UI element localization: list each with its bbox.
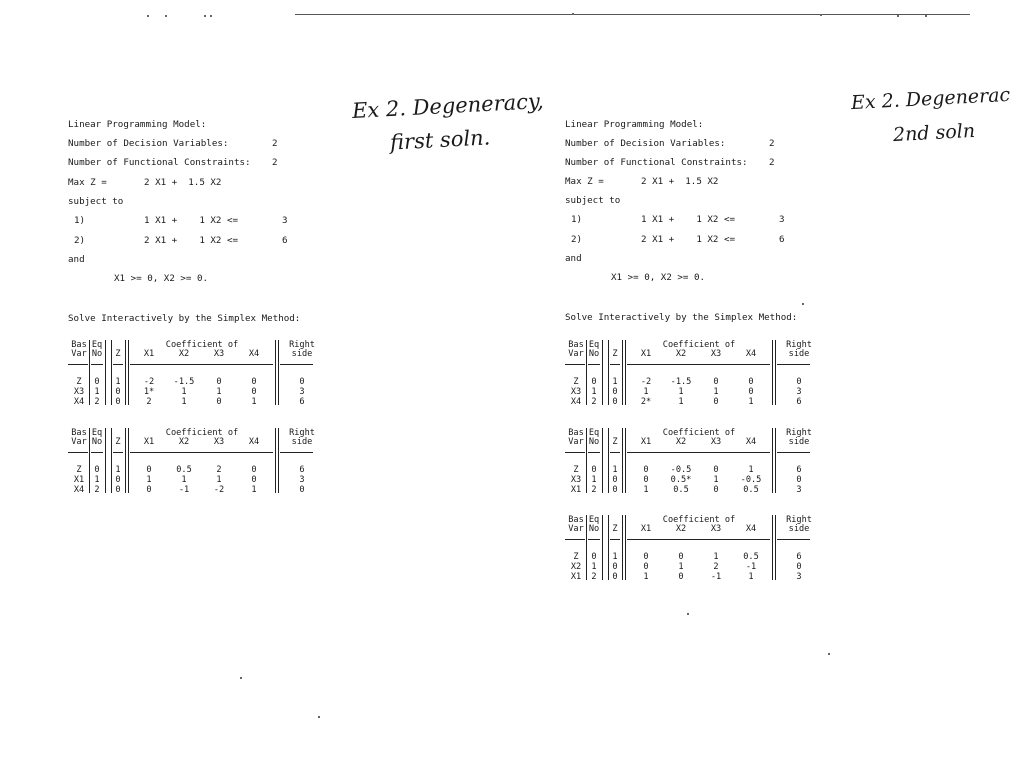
eq-no-cell: 2 xyxy=(94,397,100,407)
header-right: Right xyxy=(289,340,315,350)
z-cell: 0 xyxy=(612,572,618,582)
constraint-rhs: 6 xyxy=(779,234,785,245)
num-vars-label: Number of Decision Variables: xyxy=(565,138,726,149)
column-divider xyxy=(275,340,276,405)
coef-cell: 0 xyxy=(678,552,684,562)
header-var: Var xyxy=(568,437,584,447)
basic-var-cell: X4 xyxy=(73,397,85,407)
header-x3: X3 xyxy=(710,349,722,359)
column-divider xyxy=(278,340,279,405)
header-rule xyxy=(565,364,585,365)
header-rule xyxy=(627,452,770,453)
header-rule xyxy=(777,539,810,540)
eq-no-cell: 1 xyxy=(94,475,100,485)
rhs-cell: 0 xyxy=(796,377,802,387)
column-divider xyxy=(772,340,773,405)
num-cons-value: 2 xyxy=(272,157,278,168)
header-var: Var xyxy=(71,437,87,447)
coef-cell: -2 xyxy=(213,485,225,495)
eq-no-cell: 2 xyxy=(94,485,100,495)
header-z: Z xyxy=(612,437,618,447)
header-x4: X4 xyxy=(248,349,260,359)
coef-cell: 1 xyxy=(713,475,719,485)
coef-cell: -1.5 xyxy=(670,377,692,387)
eq-no-cell: 1 xyxy=(591,387,597,397)
header-rule xyxy=(777,452,810,453)
objective-expression: 2 X1 + 1.5 X2 xyxy=(641,176,719,187)
coef-cell: 0.5 xyxy=(673,485,689,495)
header-coefficient-of: Coefficient of xyxy=(662,428,736,438)
num-cons-label: Number of Functional Constraints: xyxy=(68,157,251,168)
coef-cell: 2* xyxy=(640,397,652,407)
header-x1: X1 xyxy=(640,349,652,359)
header-right: Right xyxy=(786,340,812,350)
eq-no-cell: 0 xyxy=(591,377,597,387)
header-x2: X2 xyxy=(675,349,687,359)
z-cell: 0 xyxy=(612,485,618,495)
and-label: and xyxy=(565,253,582,264)
coef-cell: 0 xyxy=(251,387,257,397)
header-side: side xyxy=(291,349,313,359)
coef-cell: 0 xyxy=(748,377,754,387)
header-rule xyxy=(130,452,273,453)
header-no: No xyxy=(91,437,103,447)
and-label: and xyxy=(68,254,85,265)
handwritten-note: Ex 2. Degeneracy, xyxy=(351,88,545,124)
coef-cell: 1 xyxy=(251,485,257,495)
header-rule xyxy=(91,364,103,365)
header-x4: X4 xyxy=(745,349,757,359)
header-x2: X2 xyxy=(675,437,687,447)
header-x1: X1 xyxy=(640,524,652,534)
coef-cell: 0 xyxy=(713,397,719,407)
header-x1: X1 xyxy=(143,349,155,359)
model-heading: Linear Programming Model: xyxy=(565,119,704,130)
coef-cell: -2 xyxy=(143,377,155,387)
coef-cell: 1 xyxy=(181,387,187,397)
basic-var-cell: Z xyxy=(573,552,579,562)
column-divider xyxy=(775,428,776,493)
z-cell: 0 xyxy=(612,475,618,485)
basic-var-cell: X1 xyxy=(73,475,85,485)
rhs-cell: 6 xyxy=(796,552,802,562)
header-rule xyxy=(565,539,585,540)
z-cell: 0 xyxy=(612,397,618,407)
eq-no-cell: 1 xyxy=(94,387,100,397)
header-right: Right xyxy=(786,428,812,438)
header-x3: X3 xyxy=(710,437,722,447)
rhs-cell: 3 xyxy=(299,387,305,397)
basic-var-cell: X3 xyxy=(73,387,85,397)
coef-cell: 0 xyxy=(251,475,257,485)
header-rule xyxy=(777,364,810,365)
header-rule xyxy=(610,539,620,540)
header-x4: X4 xyxy=(745,524,757,534)
coef-cell: 1 xyxy=(643,485,649,495)
basic-var-cell: Z xyxy=(76,377,82,387)
coef-cell: 0 xyxy=(146,465,152,475)
eq-no-cell: 2 xyxy=(591,485,597,495)
coef-cell: 0.5 xyxy=(743,485,759,495)
header-z: Z xyxy=(612,349,618,359)
coef-cell: 1 xyxy=(748,397,754,407)
header-side: side xyxy=(788,349,810,359)
header-rule xyxy=(113,364,123,365)
header-rule xyxy=(280,364,313,365)
eq-no-cell: 2 xyxy=(591,397,597,407)
rhs-cell: 0 xyxy=(299,377,305,387)
header-side: side xyxy=(291,437,313,447)
objective-expression: 2 X1 + 1.5 X2 xyxy=(144,177,222,188)
printout-left xyxy=(68,0,545,765)
coef-cell: -0.5 xyxy=(670,465,692,475)
header-side: side xyxy=(788,524,810,534)
basic-var-cell: X1 xyxy=(570,485,582,495)
header-rule xyxy=(610,364,620,365)
constraint-label: 2) xyxy=(571,234,583,245)
coef-cell: 0 xyxy=(216,397,222,407)
header-x3: X3 xyxy=(213,349,225,359)
rhs-cell: 3 xyxy=(796,572,802,582)
basic-var-cell: X2 xyxy=(570,562,582,572)
constraint-expression: 2 X1 + 1 X2 <= xyxy=(641,234,736,245)
header-x3: X3 xyxy=(710,524,722,534)
header-var: Var xyxy=(568,349,584,359)
num-vars-value: 2 xyxy=(272,138,278,149)
header-rule xyxy=(627,539,770,540)
coef-cell: 1 xyxy=(181,475,187,485)
header-coefficient-of: Coefficient of xyxy=(662,340,736,350)
header-rule xyxy=(588,452,600,453)
subject-to: subject to xyxy=(565,195,621,206)
coef-cell: -1 xyxy=(745,562,757,572)
column-divider xyxy=(772,515,773,580)
header-no: No xyxy=(588,524,600,534)
coef-cell: -1.5 xyxy=(173,377,195,387)
rhs-cell: 6 xyxy=(796,397,802,407)
solve-heading: Solve Interactively by the Simplex Method: xyxy=(565,312,798,323)
subject-to: subject to xyxy=(68,196,124,207)
coef-cell: 1 xyxy=(678,562,684,572)
coef-cell: 0 xyxy=(643,475,649,485)
z-cell: 0 xyxy=(612,562,618,572)
coef-cell: 1 xyxy=(713,387,719,397)
coef-cell: 0 xyxy=(643,552,649,562)
coef-cell: 0 xyxy=(678,572,684,582)
num-vars-label: Number of Decision Variables: xyxy=(68,138,229,149)
coef-cell: 2 xyxy=(713,562,719,572)
constraint-expression: 1 X1 + 1 X2 <= xyxy=(144,215,239,226)
header-right: Right xyxy=(786,515,812,525)
basic-var-cell: Z xyxy=(573,377,579,387)
header-right: Right xyxy=(289,428,315,438)
handwritten-note-line2: 2nd soln xyxy=(892,119,976,147)
column-divider xyxy=(278,428,279,493)
header-eq: Eq xyxy=(91,340,103,350)
constraint-label: 2) xyxy=(74,235,86,246)
header-rule xyxy=(113,452,123,453)
coef-cell: 1 xyxy=(216,475,222,485)
z-cell: 0 xyxy=(115,475,121,485)
model-heading: Linear Programming Model: xyxy=(68,119,207,130)
num-cons-label: Number of Functional Constraints: xyxy=(565,157,748,168)
rhs-cell: 3 xyxy=(796,387,802,397)
z-cell: 0 xyxy=(115,387,121,397)
header-z: Z xyxy=(115,349,121,359)
header-rule xyxy=(565,452,585,453)
nonnegativity: X1 >= 0, X2 >= 0. xyxy=(114,273,209,284)
coef-cell: 2 xyxy=(146,397,152,407)
header-bas: Bas xyxy=(568,428,584,438)
objective-prefix: Max Z = xyxy=(565,176,604,187)
constraint-rhs: 6 xyxy=(282,235,288,246)
coef-cell: 1* xyxy=(143,387,155,397)
eq-no-cell: 1 xyxy=(591,562,597,572)
nonnegativity: X1 >= 0, X2 >= 0. xyxy=(611,272,706,283)
column-divider xyxy=(775,515,776,580)
coef-cell: 1 xyxy=(181,397,187,407)
rhs-cell: 0 xyxy=(796,562,802,572)
printout-right xyxy=(565,0,1011,765)
basic-var-cell: X3 xyxy=(570,387,582,397)
header-rule xyxy=(68,364,88,365)
coef-cell: 1 xyxy=(251,397,257,407)
coef-cell: -2 xyxy=(640,377,652,387)
rhs-cell: 6 xyxy=(299,397,305,407)
header-x2: X2 xyxy=(178,349,190,359)
coef-cell: 0 xyxy=(643,562,649,572)
basic-var-cell: X1 xyxy=(570,572,582,582)
eq-no-cell: 0 xyxy=(591,465,597,475)
header-bas: Bas xyxy=(71,340,87,350)
constraint-rhs: 3 xyxy=(282,215,288,226)
header-var: Var xyxy=(568,524,584,534)
header-z: Z xyxy=(115,437,121,447)
coef-cell: 1 xyxy=(643,572,649,582)
header-x3: X3 xyxy=(213,437,225,447)
num-vars-value: 2 xyxy=(769,138,775,149)
z-cell: 1 xyxy=(612,465,618,475)
header-rule xyxy=(588,364,600,365)
coef-cell: 1 xyxy=(713,552,719,562)
eq-no-cell: 0 xyxy=(94,377,100,387)
z-cell: 0 xyxy=(115,485,121,495)
header-no: No xyxy=(588,437,600,447)
header-x1: X1 xyxy=(640,437,652,447)
eq-no-cell: 1 xyxy=(591,475,597,485)
header-z: Z xyxy=(612,524,618,534)
objective-prefix: Max Z = xyxy=(68,177,107,188)
z-cell: 0 xyxy=(612,387,618,397)
header-bas: Bas xyxy=(71,428,87,438)
rhs-cell: 3 xyxy=(796,485,802,495)
header-rule xyxy=(627,364,770,365)
column-divider xyxy=(275,428,276,493)
basic-var-cell: Z xyxy=(76,465,82,475)
header-no: No xyxy=(91,349,103,359)
column-divider xyxy=(775,340,776,405)
coef-cell: 0 xyxy=(713,465,719,475)
header-x2: X2 xyxy=(178,437,190,447)
coef-cell: 0 xyxy=(251,377,257,387)
coef-cell: 0 xyxy=(748,387,754,397)
coef-cell: 1 xyxy=(678,387,684,397)
eq-no-cell: 0 xyxy=(94,465,100,475)
num-cons-value: 2 xyxy=(769,157,775,168)
eq-no-cell: 0 xyxy=(591,552,597,562)
z-cell: 1 xyxy=(115,465,121,475)
header-rule xyxy=(280,452,313,453)
header-coefficient-of: Coefficient of xyxy=(662,515,736,525)
constraint-rhs: 3 xyxy=(779,214,785,225)
handwritten-note-line2: first soln. xyxy=(389,125,491,155)
header-x4: X4 xyxy=(248,437,260,447)
header-eq: Eq xyxy=(91,428,103,438)
coef-cell: 1 xyxy=(146,475,152,485)
coef-cell: 0 xyxy=(643,465,649,475)
column-divider xyxy=(772,428,773,493)
header-no: No xyxy=(588,349,600,359)
coef-cell: -1 xyxy=(710,572,722,582)
header-rule xyxy=(91,452,103,453)
coef-cell: 0.5 xyxy=(743,552,759,562)
coef-cell: -0.5 xyxy=(740,475,762,485)
header-x4: X4 xyxy=(745,437,757,447)
header-eq: Eq xyxy=(588,515,600,525)
header-x2: X2 xyxy=(675,524,687,534)
coef-cell: 1 xyxy=(216,387,222,397)
coef-cell: 0 xyxy=(216,377,222,387)
header-eq: Eq xyxy=(588,340,600,350)
header-bas: Bas xyxy=(568,340,584,350)
header-x1: X1 xyxy=(143,437,155,447)
constraint-expression: 1 X1 + 1 X2 <= xyxy=(641,214,736,225)
coef-cell: 0 xyxy=(713,377,719,387)
constraint-expression: 2 X1 + 1 X2 <= xyxy=(144,235,239,246)
coef-cell: 0.5* xyxy=(670,475,692,485)
header-rule xyxy=(68,452,88,453)
coef-cell: 1 xyxy=(748,572,754,582)
z-cell: 1 xyxy=(115,377,121,387)
z-cell: 0 xyxy=(115,397,121,407)
header-rule xyxy=(610,452,620,453)
solve-heading: Solve Interactively by the Simplex Method: xyxy=(68,313,301,324)
coef-cell: 1 xyxy=(643,387,649,397)
header-coefficient-of: Coefficient of xyxy=(165,428,239,438)
header-rule xyxy=(130,364,273,365)
header-side: side xyxy=(788,437,810,447)
basic-var-cell: Z xyxy=(573,465,579,475)
header-bas: Bas xyxy=(568,515,584,525)
rhs-cell: 6 xyxy=(299,465,305,475)
handwritten-note: Ex 2. Degenerac xyxy=(850,83,1011,115)
coef-cell: 0 xyxy=(713,485,719,495)
z-cell: 1 xyxy=(612,377,618,387)
coef-cell: 1 xyxy=(748,465,754,475)
basic-var-cell: X4 xyxy=(570,397,582,407)
header-rule xyxy=(588,539,600,540)
eq-no-cell: 2 xyxy=(591,572,597,582)
coef-cell: 0 xyxy=(251,465,257,475)
header-coefficient-of: Coefficient of xyxy=(165,340,239,350)
coef-cell: 1 xyxy=(678,397,684,407)
basic-var-cell: X4 xyxy=(73,485,85,495)
rhs-cell: 3 xyxy=(299,475,305,485)
rhs-cell: 0 xyxy=(299,485,305,495)
constraint-label: 1) xyxy=(74,215,86,226)
coef-cell: 2 xyxy=(216,465,222,475)
coef-cell: 0 xyxy=(146,485,152,495)
coef-cell: 0.5 xyxy=(176,465,192,475)
header-var: Var xyxy=(71,349,87,359)
coef-cell: -1 xyxy=(178,485,190,495)
header-eq: Eq xyxy=(588,428,600,438)
constraint-label: 1) xyxy=(571,214,583,225)
basic-var-cell: X3 xyxy=(570,475,582,485)
rhs-cell: 6 xyxy=(796,465,802,475)
rhs-cell: 0 xyxy=(796,475,802,485)
z-cell: 1 xyxy=(612,552,618,562)
